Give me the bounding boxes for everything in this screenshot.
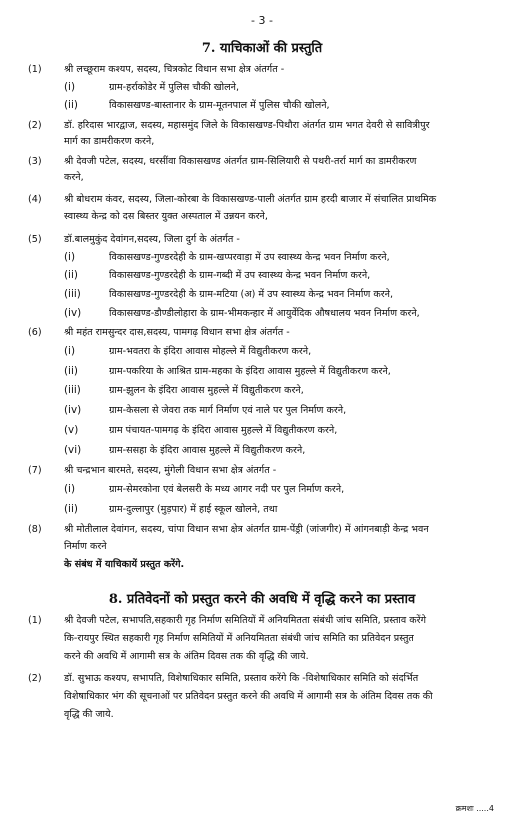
entry-text-continued: करने,: [64, 172, 84, 183]
sub-item-text: ग्राम-ससहा के इंदिरा आवास मुहल्ले में विद्युतीकरण करने,: [109, 445, 306, 456]
sub-item-number: (ii): [64, 99, 78, 111]
sub-item-text: ग्राम-केसला से जेवरा तक मार्ग निर्माण एवं नाले पर पुल निर्माण करने,: [109, 405, 347, 416]
sub-item-number: (iii): [64, 384, 81, 396]
sub-item-number: (i): [64, 483, 75, 495]
entry-text: डॉ.बालमुकुंद देवांगन,सदस्य, जिला दुर्ग के अंतर्गत -: [64, 234, 240, 245]
page-number: - 3 -: [251, 14, 273, 27]
sub-item-text: विकासखण्ड-बास्तानार के ग्राम-मूतनपाल में पुलिस चौकी खोलने,: [109, 100, 330, 111]
entry-text-continued: निर्माण करने: [64, 541, 107, 552]
sub-item-number: (ii): [64, 269, 78, 281]
entry-text: श्री देवजी पटेल, सभापति,सहकारी गृह निर्माण समितियों में अनियमितता संबंधी जांच समिति, प्रस्ताव करेंगे: [64, 615, 426, 626]
sub-item-text: विकासखण्ड-डौण्डीलोहारा के ग्राम-भीमकन्हार में आयुर्वेदिक औषधालय भवन निर्माण करने,: [109, 308, 420, 319]
sub-item-number: (iv): [64, 307, 82, 319]
entry-text-continued: मार्ग का डामरीकरण करने,: [64, 136, 155, 147]
section-8-title: 8. प्रतिवेदनों को प्रस्तुत करने की अवधि में वृद्धि करने का प्रस्ताव: [108, 592, 416, 607]
section-7-title: 7. याचिकाओं की प्रस्तुति: [201, 41, 323, 56]
sub-item-text: ग्राम-झुलन के इंदिरा आवास मुहल्ले में विद्युतीकरण करने,: [109, 385, 304, 396]
entry-text: श्री बोधराम कंवर, सदस्य, जिला-कोरबा के विकासखण्ड-पाली अंतर्गत ग्राम हरदी बाजार में संचालित प्राथमिक: [64, 194, 437, 205]
entry-text: डॉ. हरिदास भारद्वाज, सदस्य, महासमुंद जिले के विकासखण्ड-पिथौरा अंतर्गत ग्राम भगत देवरी से सावित्रीपुर: [64, 120, 430, 131]
entry-text: श्री मोतीलाल देवांगन, सदस्य, चांपा विधान सभा क्षेत्र अंतर्गत ग्राम-पेंड्री (जांजगीर) में आंगनबाड़ी केन्द्र भवन: [64, 524, 429, 535]
continuation-note: क्रमशः .....4: [455, 804, 494, 813]
entry-text: श्री देवजी पटेल, सदस्य, धरसींवा विकासखण्ड अंतर्गत ग्राम-सिलियारी से पथरी-तर्रा मार्ग का डामरीकरण: [64, 156, 417, 167]
sub-item-number: (i): [64, 251, 75, 263]
sub-item-number: (iii): [64, 288, 81, 300]
sub-item-number: (i): [64, 345, 75, 357]
sub-item-number: (ii): [64, 503, 78, 515]
entry-number: (3): [28, 156, 42, 167]
sub-item-number: (v): [64, 424, 79, 436]
entry-number: (4): [28, 194, 42, 205]
sub-item-number: (i): [64, 81, 75, 93]
entry-number: (1): [28, 64, 42, 75]
entry-text-continued: विशेषाधिकार भंग की सूचनाओं पर प्रतिवेदन प्रस्तुत करने की अवधि में आगामी सत्र के अंतिम दिवस तक की: [64, 691, 433, 702]
entry-text-continued: वृद्धि की जाये.: [64, 709, 114, 720]
section-7-closing: के संबंध में याचिकायें प्रस्तुत करेंगे.: [64, 559, 185, 570]
sub-item-text: ग्राम-पकरिया के आश्रित ग्राम-महका के इंदिरा आवास मुहल्ले में विद्युतीकरण करने,: [109, 366, 391, 377]
entry-text: श्री लच्छूराम कश्यप, सदस्य, चित्रकोट विधान सभा क्षेत्र अंतर्गत -: [64, 64, 285, 75]
entry-number: (1): [28, 615, 42, 626]
sub-item-text: ग्राम-भवतरा के इंदिरा आवास मोहल्ले में विद्युतीकरण करने,: [109, 346, 312, 357]
sub-item-text: ग्राम-सेमरकोना एवं बेलसरी के मध्य आगर नदी पर पुल निर्माण करने,: [109, 484, 345, 495]
sub-item-text: ग्राम-हर्राकोडेर में पुलिस चौकी खोलने,: [109, 82, 240, 93]
entry-number: (6): [28, 327, 42, 338]
sub-item-text: ग्राम पंचायत-पामगढ़ के इंदिरा आवास मुहल्ले में विद्युतीकरण करने,: [109, 425, 338, 436]
entry-number: (7): [28, 465, 42, 476]
entry-text-continued: स्वास्थ्य केन्द्र को दस बिस्तर युक्त अस्पताल में उन्नयन करने,: [64, 211, 268, 222]
entry-number: (2): [28, 120, 42, 131]
entry-text: श्री महंत रामसुन्दर दास,सदस्य, पामगढ़ विधान सभा क्षेत्र अंतर्गत -: [64, 327, 290, 338]
sub-item-text: ग्राम-दुल्लापुर (मुड़पार) में हाई स्कूल खोलने, तथा: [109, 504, 278, 515]
entry-number: (2): [28, 673, 42, 684]
sub-item-number: (vi): [64, 444, 82, 456]
entry-number: (5): [28, 234, 42, 245]
entry-text: डॉ. सुभाऊ कश्यप, सभापति, विशेषाधिकार समिति, प्रस्ताव करेंगे कि -विशेषाधिकार समिति को संदर्भित: [64, 673, 419, 684]
sub-item-text: विकासखण्ड-गुण्डरदेही के ग्राम-गब्दी में उप स्वास्थ्य केन्द्र भवन निर्माण करने,: [109, 270, 371, 281]
sub-item-text: विकासखण्ड-गुण्डरदेही के ग्राम-मटिया (अ) में उप स्वास्थ्य केन्द्र भवन निर्माण करने,: [109, 289, 393, 300]
entry-text-continued: करने की अवधि में आगामी सत्र के अंतिम दिवस तक की वृद्धि की जाये.: [64, 651, 309, 662]
sub-item-number: (iv): [64, 404, 82, 416]
entry-text: श्री चन्द्रभान बारमते, सदस्य, मुंगेली विधान सभा क्षेत्र अंतर्गत -: [64, 465, 277, 476]
entry-number: (8): [28, 524, 42, 535]
entry-text-continued: कि-रायपुर स्थित सहकारी गृह निर्माण समितियों में अनियमितता संबंधी जांच समिति का प्रतिवेदन प्रस्तुत: [64, 633, 414, 644]
sub-item-number: (ii): [64, 365, 78, 377]
sub-item-text: विकासखण्ड-गुण्डरदेही के ग्राम-खप्परवाड़ा में उप स्वास्थ्य केन्द्र भवन निर्माण करने,: [109, 252, 390, 263]
